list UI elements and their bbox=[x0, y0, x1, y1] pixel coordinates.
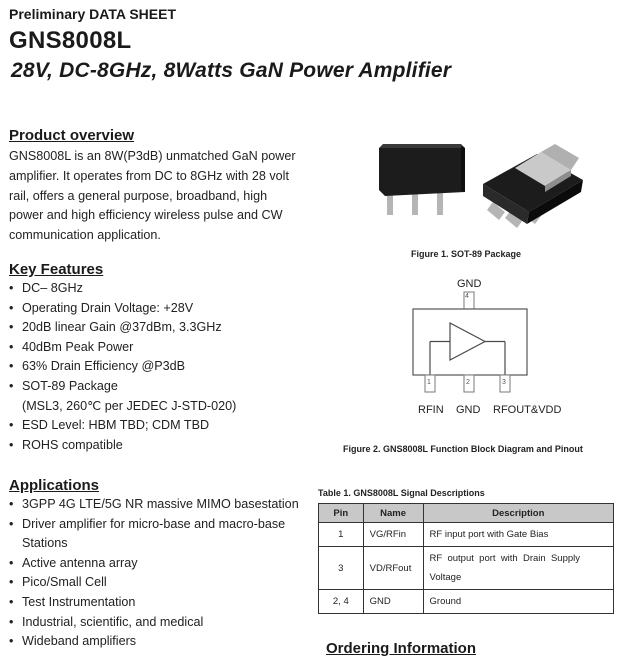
cell-name: VG/RFin bbox=[363, 523, 423, 547]
feature-item: • SOT-89 Package bbox=[9, 378, 118, 393]
overview-line: GNS8008L is an 8W(P3dB) unmatched GaN power bbox=[9, 149, 296, 163]
block-diagram bbox=[405, 290, 535, 400]
sot89-package-image bbox=[365, 140, 615, 235]
application-item: • Pico/Small Cell bbox=[9, 575, 107, 590]
feature-item: • ESD Level: HBM TBD; CDM TBD bbox=[9, 418, 210, 433]
cell-name: VD/RFout bbox=[363, 547, 423, 590]
cell-description: Ground bbox=[423, 590, 613, 614]
table-row bbox=[319, 523, 614, 547]
cell-description-line: Voltage bbox=[429, 572, 462, 583]
overview-heading: Product overview bbox=[9, 127, 135, 144]
pin2-label: GND bbox=[456, 404, 481, 416]
feature-item: • 63% Drain Efficiency @P3dB bbox=[9, 359, 186, 374]
feature-item: • 40dBm Peak Power bbox=[9, 339, 134, 354]
overview-line: power and high efficiency wireless pulse and CW bbox=[9, 208, 283, 223]
feature-item: • ROHS compatible bbox=[9, 437, 123, 452]
cell-pin: 3 bbox=[319, 547, 364, 590]
application-item: • Industrial, scientific, and medical bbox=[9, 614, 204, 629]
feature-package-note: (MSL3, 260℃ per JEDEC J-STD-020) bbox=[22, 398, 237, 413]
overview-line: communication application. bbox=[9, 228, 161, 243]
pin1-number: 1 bbox=[427, 379, 431, 386]
application-item: • Driver amplifier for micro-base and macro-base bbox=[9, 516, 286, 531]
overview-line: rail, offers a general purpose, broadband, high bbox=[9, 188, 268, 203]
feature-item: • 20dB linear Gain @37dBm, 3.3GHz bbox=[9, 320, 222, 335]
cell-description bbox=[423, 547, 613, 590]
package-front-view bbox=[379, 144, 465, 215]
application-item: • 3GPP 4G LTE/5G NR massive MIMO basestation bbox=[9, 497, 299, 511]
table1-caption: Table 1. GNS8008L Signal Descriptions bbox=[318, 488, 485, 498]
pin3-number: 3 bbox=[502, 379, 506, 386]
feature-item: • DC– 8GHz bbox=[9, 281, 83, 295]
table-row bbox=[319, 590, 614, 614]
feature-item: • Operating Drain Voltage: +28V bbox=[9, 300, 194, 315]
pin4-number: 4 bbox=[465, 293, 469, 300]
overview-line: amplifier. It operates from DC to 8GHz with 28 volt bbox=[9, 168, 289, 183]
table-row bbox=[319, 547, 614, 590]
features-heading: Key Features bbox=[9, 261, 104, 278]
applications-list bbox=[9, 495, 299, 652]
application-item: • Wideband amplifiers bbox=[9, 634, 137, 649]
part-number-title: GNS8008L bbox=[9, 27, 132, 54]
cell-description: RF input port with Gate Bias bbox=[423, 523, 613, 547]
overview-text bbox=[9, 147, 309, 246]
cell-pin: 2, 4 bbox=[319, 590, 364, 614]
pin3-label: RFOUT&VDD bbox=[493, 404, 562, 416]
ordering-heading: Ordering Information bbox=[326, 640, 476, 657]
signal-table bbox=[318, 503, 614, 614]
figure2-caption: Figure 2. GNS8008L Function Block Diagram and Pinout bbox=[343, 444, 583, 454]
applications-heading: Applications bbox=[9, 477, 100, 494]
table-header-pin: Pin bbox=[319, 504, 364, 523]
table-header-description: Description bbox=[423, 504, 613, 523]
pin1-label: RFIN bbox=[418, 404, 444, 416]
application-item: • Active antenna array bbox=[9, 555, 138, 570]
product-subtitle: 28V, DC-8GHz, 8Watts GaN Power Amplifier bbox=[11, 59, 452, 82]
application-item-cont: Stations bbox=[22, 536, 68, 551]
pin2-number: 2 bbox=[466, 379, 470, 386]
package-angled-view bbox=[483, 144, 583, 228]
cell-pin: 1 bbox=[319, 523, 364, 547]
cell-description-line: RF output port with Drain Supply bbox=[429, 553, 581, 564]
application-item: • Test Instrumentation bbox=[9, 594, 136, 609]
figure1-caption: Figure 1. SOT-89 Package bbox=[411, 249, 522, 259]
table-header-name: Name bbox=[363, 504, 423, 523]
pin4-label: GND bbox=[457, 278, 482, 290]
cell-name: GND bbox=[363, 590, 423, 614]
prelim-label: Preliminary DATA SHEET bbox=[9, 6, 177, 22]
table-header-row bbox=[319, 504, 614, 523]
features-list bbox=[9, 279, 236, 455]
